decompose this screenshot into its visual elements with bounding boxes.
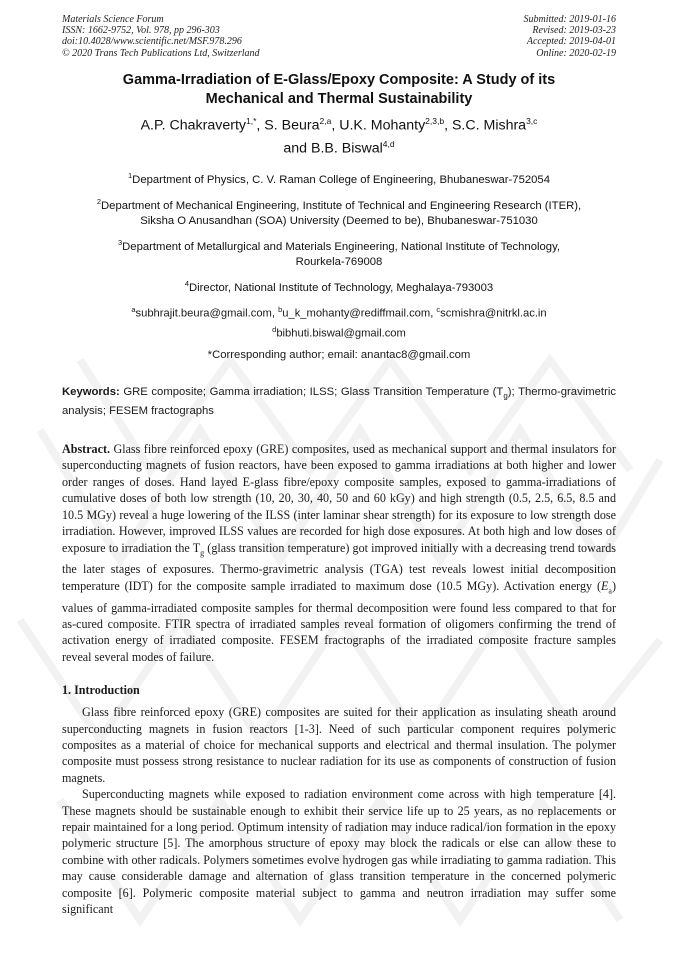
date-submitted: Submitted: 2019-01-16 [523,14,616,25]
abstract-label: Abstract. [62,442,111,457]
journal-header [62,14,616,59]
publication-dates [524,14,617,59]
abstract: Abstract. Glass fibre reinforced epoxy (GRE) composites, used as mechanical support and thermal insulators for superconducting magnets of fusion reactors, have been exposed to gamma irradiations at both higher and lower order ranges of doses. Hand layed E-glass fibre/epoxy composite samples, exposed to gamma-irradiations of cumulative doses of both low strength (10, 20, 30, 40, 50 and 60 kGy) and high strength (0.5, 2.5, 6.5, 8.5 and 10.5 MGy) reveal a huge lowering of the ILSS (inter laminar shear strength) for its exposure to low strength dose irradiation. However, improved ILSS values are recorded for high dose exposures. At both high and low doses of exposure to irradiation the $T_g$ (glass transition temperature) got improved initially with a decreasing trend towards the later stages of exposures. Thermo-gravimetric analysis (TGA) test reveals lowest initial decomposition temperature (IDT) for the composite sample irradiated to maximum dose (10.5 MGy). Activation energy $(E_a)$ values of gamma-irradiated composite samples for thermal decomposition were found less compared to that for as-cured composite. FTIR spectra of irradiated samples reveal formation of oligomers confirming the trend of activation energy of irradiated composite. FESEM fractographs of the irradiated composite fracture samples reveal several modes of failure. [62,442,616,664]
corresponding-author: *Corresponding author; email: anantac8@gmail.com [207,348,471,361]
journal-name: Materials Science Forum [62,14,164,25]
author-name: S. Beura [264,117,320,134]
date-online: Online: 2020-02-19 [536,47,616,59]
journal-copyright: © 2020 Trans Tech Publications Ltd, Switzerland [62,47,260,59]
email-link[interactable]: subhrajit.beura@gmail.com, [135,308,279,321]
paper-page [62,14,616,917]
author-affiliation-marker: 2,3,b [425,115,445,126]
author-name: A.P. Chakraverty [140,117,246,134]
affiliation-3: $^3$Department of Metallurgical and Materials Engineering, National Institute of Technology, Rourkela-769008 [117,237,561,268]
date-accepted: Accepted: 2019-04-01 [526,36,616,48]
title-line: Gamma-Irradiation of E-Glass/Epoxy Composite: A Study of its [122,71,556,88]
author-name: U.K. Mohanty [339,117,426,134]
email-link[interactable]: scmishra@nitrkl.ac.in [440,308,547,321]
journal-issn: ISSN: 1662-9752, Vol. 978, pp 296-303 [62,25,220,37]
paper-title [62,71,616,109]
author-affiliation-marker: 3,c [526,115,538,126]
keywords-label: Keywords: [62,385,120,398]
email-link[interactable]: u_k_mohanty@rediffmail.com, [282,308,437,321]
author-name: and B.B. Biswal [283,140,383,157]
date-revised: Revised: 2019-03-23 [532,25,616,37]
author-list: A.P. Chakraverty$^{1,*}$, S. Beura$^{2,a}$, U.K. Mohanty$^{2,3,b}$, S.C. Mishra$^{3,c}$ and B.B. Biswal$^{4,d}$ [140,115,538,157]
email-link[interactable]: bibhuti.biswal@gmail.com [276,327,406,340]
keywords: Keywords: GRE composite; Gamma irradiation; ILSS; Glass Transition Temperature $(T_g)$; Thermo-gravimetric analysis; FESEM fractographs [62,385,616,417]
author-affiliation-marker: 1,* [245,115,257,126]
affiliation-4: $^4$Director, National Institute of Technology, Meghalaya-793003 [184,278,494,294]
journal-info [62,14,260,59]
section-heading: 1. Introduction [62,683,140,698]
author-name: S.C. Mishra [451,117,527,134]
title-line: Mechanical and Thermal Sustainability [205,90,473,107]
affiliation-1: $^1$Department of Physics, C. V. Raman College of Engineering, Bhubaneswar-752054 [128,171,550,187]
affiliation-2: $^2$Department of Mechanical Engineering, Institute of Technical and Engineering Research (ITER), Siksha O Anusandhan (SOA) University (Deemed to be), Bhubaneswar-751030 [96,197,582,227]
paragraph: Glass fibre reinforced epoxy (GRE) composites are suited for their application as insulating sheath around superconducting magnets in fusion reactors [1-3]. Need of such particular component requires polymeric composites as a material of choice for mechanical supports and electrical and thermal insulation. The polymer composite must possess strong resistance to nuclear radiation for its use as components of construction of fusion magnets. [62,705,616,785]
author-affiliation-marker: 2,a [319,115,332,126]
paragraph: Superconducting magnets while exposed to radiation environment come across with high temperature [4]. These magnets should be sustainable enough to exhibit their service life up to 25 years, as no replacements or repair maintained for a long period. Optimum intensity of radiation may induce radical/ion formation in the epoxy polymeric structure [5]. The amorphous structure of epoxy may block the radicals or else can allow these to combine with other radicals. Polymers sometimes evolve hydrogen gas while irradiating to gamma radiation. This may cause considerable damage and alternation of glass transition temperature in the concerned polymeric composite [6]. Polymeric composite material subject to gamma and neutron irradiation may suffer some significant [62,787,616,917]
author-emails: $^a$subhrajit.beura@gmail.com, $^b$u_k_mohanty@rediffmail.com, $^c$scmishra@nitrkl.ac.in $^d$bibhuti.biswal@gmail.com [131,305,547,340]
author-affiliation-marker: 4,d [382,139,395,150]
journal-doi: doi:10.4028/www.scientific.net/MSF.978.296 [62,36,242,48]
